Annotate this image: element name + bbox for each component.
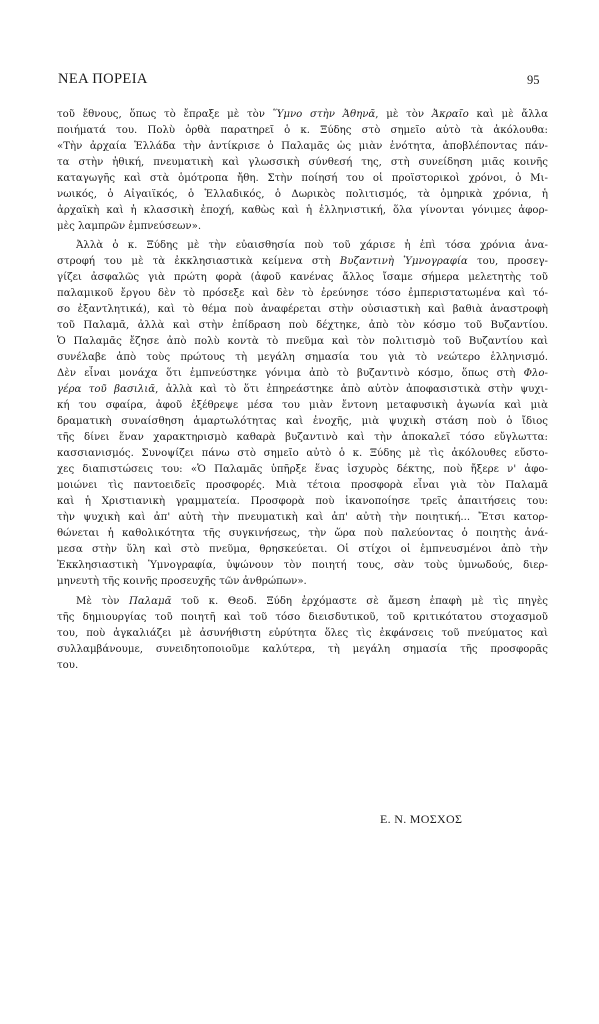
text-line: κή του σφαίρα, ἀφοῦ ἐξέθρεψε μέσα του μιὰν ἔντονη μεταφυσικὴ ἀγωνία καὶ μιὰ <box>57 400 548 411</box>
text-line: δραματικὴ συναίσθηση ἁμαρτωλότητας καὶ ἐνοχῆς, μιὰ ψυχικὴ στάση ποὺ ὁ ἴδιος <box>57 416 548 427</box>
text-line: του. <box>57 660 79 671</box>
journal-title: ΝΕΑ ΠΟΡΕΙΑ <box>58 71 148 87</box>
text-line: χες διαπιστώσεις του: «Ὁ Παλαμᾶς ὑπῆρξε ἕνας ἰσχυρὸς δέκτης, ποὺ ἤξερε ν' ἀφο- <box>57 464 548 475</box>
text-line: τοῦ ἔθνους, ὅπως τὸ ἔπραξε μὲ τὸν Ὕμνο στὴν Ἀθηνᾶ, μὲ τὸν Ἀκραῖο καὶ μὲ ἄλλα <box>57 109 548 120</box>
text-line: τῆς δημιουργίας τοῦ ποιητῆ καὶ τοῦ τόσο διεισδυτικοῦ, τοῦ κριτικότατου στοχασμοῦ <box>57 612 548 623</box>
text-line: καταγωγῆς καὶ στὰ ὁμότροπα ἤθη. Στὴν ποίησή του οἱ προϊστορικοὶ χρόνοι, ὁ Μι- <box>57 173 548 184</box>
text-line: γίζει ἀσφαλῶς γιὰ πρώτη φορὰ (ἀφοῦ κανένας ἄλλος ἴσαμε σήμερα μελετητὴς τοῦ <box>57 272 548 283</box>
text-line: καὶ ἡ Χριστιανικὴ γραμματεία. Προσφορὰ ποὺ ἱκανοποίησε τρεῖς ἀπαιτήσεις του: <box>57 496 548 507</box>
text-line: μεσα στὴν ὕλη καὶ στὸ πνεῦμα, θρησκεύεται. Οἱ στίχοι οἱ ἐμπνευσμένοι ἀπὸ τὴν <box>57 544 548 555</box>
text-line: συνέλαβε ἀπὸ τοὺς πρώτους τὴ μεγάλη σημασία του γιὰ τὸ νεώτερο ἑλληνισμό. <box>57 352 548 363</box>
text-line: τῆς δίνει ἕναν χαρακτηρισμὸ καθαρὰ βυζαντινὸ καὶ τὴν ἀποκαλεῖ τόσο εὔγλωττα: <box>57 432 548 443</box>
text-line: μηνευτὴ τῆς κοινῆς προσευχῆς τῶν ἀνθρώπων». <box>57 576 307 587</box>
text-line: Ἐκκλησιαστικὴ Ὑμνογραφία, ὑψώνουν τὸν ποιητή τους, σὰν τοὺς ὑμνωδούς, διερ- <box>57 560 548 571</box>
text-line: τοῦ Παλαμᾶ, ἀλλὰ καὶ στὴν ἐπίδραση ποὺ δέχτηκε, ἀπὸ τὸν κόσμο τοῦ Βυζαντίου. <box>57 320 548 331</box>
text-line: σο ἐξαντλητικά), καὶ τὸ θέμα ποὺ ἀναφέρεται στὴν οὐσιαστικὴ καὶ βαθιὰ ἀναστροφὴ <box>57 304 548 315</box>
author-signature: Ε. Ν. ΜΟΣΧΟΣ <box>380 812 463 826</box>
text-line: Ὁ Παλαμᾶς ἔζησε ἀπὸ πολὺ κοντὰ τὸ πνεῦμα καὶ τὸν πολιτισμὸ τοῦ Βυζαντίου καὶ <box>57 336 548 347</box>
text-line: τὴν ψυχικὴ καὶ ἀπ' αὐτὴ τὴν πνευματικὴ καὶ ἀπ' αὐτὴ τὴν ποιητική... Ἔτσι κατορ- <box>57 512 548 523</box>
text-line: κασσιανισμός. Συνοψίζει πάνω στὸ σημεῖο αὐτὸ ὁ κ. Ξύδης μὲ τὶς ἀκόλουθες εὔστο- <box>57 448 548 459</box>
text-line: νωικός, ὁ Αἰγαιϊκός, ὁ Ἑλλαδικός, ὁ Δωρικὸς πολιτισμός, τὰ ὁμηρικὰ χρόνια, ἡ <box>57 189 548 200</box>
text-line: του, ποὺ ἀγκαλιάζει μὲ ἀσυνήθιστη εὐρύτητα ὅλες τὶς ἐκφάνσεις τοῦ πνεύματος καὶ <box>57 628 548 639</box>
text-line: συλλαμβάνουμε, συνειδητοποιοῦμε καλύτερα, τὴ μεγάλη σημασία τῆς προσφορᾶς <box>57 644 548 655</box>
text-line: «Τὴν ἀρχαία Ἑλλάδα τὴν ἀντίκρισε ὁ Παλαμᾶς ὡς μιὰν ἑνότητα, ἀποβλέποντας πάν- <box>57 141 548 152</box>
page-number: 95 <box>527 73 540 87</box>
text-line: Δὲν εἶναι μονάχα ὅτι ἐμπνεύστηκε γόνιμα ἀπὸ τὸ βυζαντινὸ κόσμο, ὅπως στὴ Φλο- <box>57 368 548 379</box>
text-line: Ἀλλὰ ὁ κ. Ξύδης μὲ τὴν εὐαισθησία ποὺ τοῦ χάρισε ἡ ἐπὶ τόσα χρόνια ἀνα- <box>76 240 548 251</box>
text-line: ἀρχαϊκὴ καὶ ἡ κλασσικὴ ἐποχή, καθὼς καὶ ἡ ἑλληνιστική, ὅλα γίνονται γόνιμες ἀφορ- <box>57 205 548 216</box>
text-line: Μὲ τὸν Παλαμᾶ τοῦ κ. Θεοδ. Ξύδη ἐρχόμαστε σὲ ἄμεση ἐπαφὴ μὲ τὶς πηγὲς <box>76 596 548 607</box>
text-line: γέρα τοῦ βασιλιᾶ, ἀλλὰ καὶ τὸ ὅτι ἐπηρεάστηκε ἀπὸ αὐτὸν ἀποφασιστικὰ στὴν ψυχι- <box>57 384 548 395</box>
text-line: στροφή του μὲ τὰ ἐκκλησιαστικὰ κείμενα στὴ Βυζαντινὴ Ὑμνογραφία του, προσεγ- <box>57 256 548 267</box>
text-line: θώνεται ἡ καθολικότητα τῆς συγκινήσεως, τὴν ὥρα ποὺ παλεύοντας ὁ ποιητὴς ἀνά- <box>57 528 548 539</box>
text-line: μοιώνει τὶς παντοειδεῖς προσφορές. Μιὰ τέτοια προσφορὰ εἶναι γιὰ τὸν Παλαμᾶ <box>57 480 548 491</box>
text-line: τα στὴν ἠθική, πνευματικὴ καὶ γλωσσικὴ σύνθεσή της, στὴ συνείδηση μιᾶς κοινῆς <box>57 157 548 168</box>
text-line: παλαμικοῦ ἔργου δὲν τὸ πρόσεξε καὶ δὲν τὸ ἐρεύνησε τόσο ἐμπεριστατωμένα καὶ τό- <box>57 288 548 299</box>
text-line: ποιήματά του. Πολὺ ὀρθὰ παρατηρεῖ ὁ κ. Ξύδης στὸ σημεῖο αὐτὸ τὰ ἀκόλουθα: <box>57 125 548 136</box>
text-line: μὲς λαμπρῶν ἐμπνεύσεων». <box>57 221 202 232</box>
